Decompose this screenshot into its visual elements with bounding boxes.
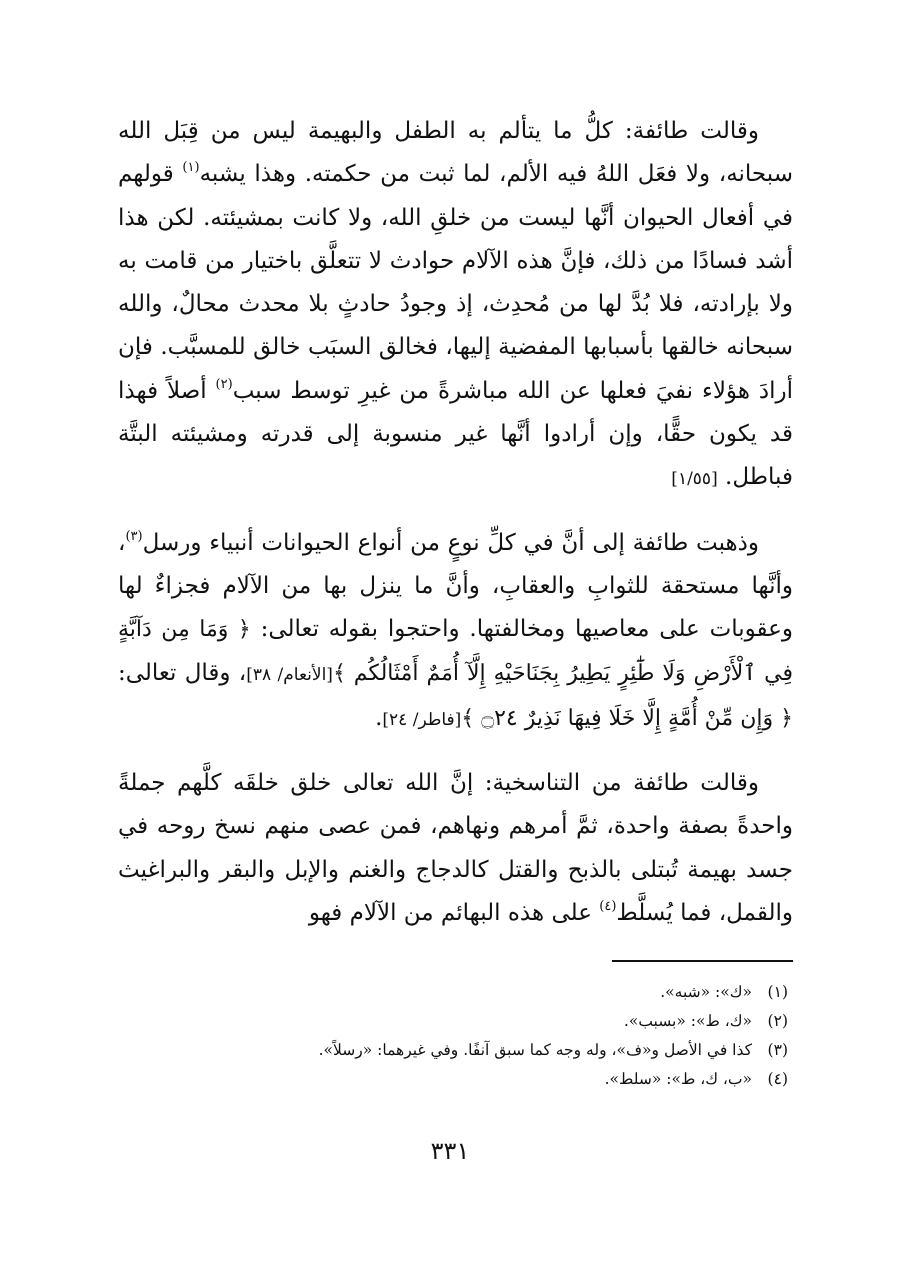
text-run: . — [375, 704, 383, 731]
page-number: ٣٣١ — [430, 1137, 470, 1165]
footnote — [118, 1036, 788, 1065]
main-text — [118, 110, 793, 935]
footnote-text: «ك»: «شبه». — [660, 983, 752, 1001]
text-run: قولهم في أفعال الحيوان أنَّها ليست من خلقِ الله، ولا كانت بمشيئته. لكن هذا أشد فسادًا من ذلك، فإنَّ هذه الآلام حوادث لا تتعلَّق باختيار من قامت به ولا بإرادته، فلا بُدَّ لها من مُحدِث، إذ وجودُ حادثٍ بلا محدث محالٌ، والله سبحانه خالقها بأسبابها المفضية إليها، فخالق السبَب خالق للمسبَّب. فإن أرادَ هؤلاء نفيَ فعلها عن الله مباشرةً من غيرِ توسط سبب — [118, 161, 793, 404]
footnote — [118, 1007, 788, 1036]
quran-verse: ﴿ وَإِن مِّنْ أُمَّةٍ إِلَّا خَلَا فِيهَا نَذِيرٌ ۝٢٤ ﴾ — [461, 705, 793, 731]
text-run: على هذه البهائم من الآلام فهو — [308, 900, 600, 927]
text-run: ، وقال تعالى: — [118, 659, 247, 686]
footnote-text: «ب، ك، ط»: «سلط». — [604, 1070, 752, 1088]
paragraph-1 — [118, 110, 793, 502]
footnote-text: «ك، ط»: «بسبب». — [623, 1012, 752, 1030]
quran-verse: ﴿ وَمَا مِن دَآبَّةٍ فِي ٱلْأَرْضِ وَلَا طَٰٓئِرٍ يَطِيرُ بِجَنَاحَيْهِ إِلَّآ أُمَمٌ أَمْثَالُكُم ﴾ — [118, 617, 793, 686]
footnote-marker: (٤) — [599, 899, 617, 915]
footnotes — [118, 978, 788, 1094]
paragraph-2 — [118, 522, 793, 742]
verse-reference: [فاطر/ ٢٤] — [382, 709, 462, 730]
manuscript-page-mark: [١/٥٥] — [671, 469, 718, 490]
footnote-number: (٣) — [767, 1041, 788, 1059]
text-run: وقالت طائفة من التناسخية: إنَّ الله تعالى خلق خلقَه كلَّهم جملةً واحدةً بصفة واحدة، ثمَّ أمرهم ونهاهم، فمن عصى منهم نسخ روحه في جسد بهيمة تُبتلى بالذبح والقتل كالدجاج والغنم والإبل والبقر والبراغيث والقمل، فما يُسلَّط — [118, 770, 793, 927]
text-run: وقالت طائفة: كلُّ ما يتألم به الطفل والبهيمة ليس من قِبَل الله سبحانه، ولا فعَل اللهُ فيه الألم، لما ثبت من حكمته. وهذا يشبه — [118, 118, 793, 188]
footnote-number: (٢) — [767, 1012, 788, 1030]
footnote — [118, 978, 788, 1007]
text-run: أصلاً فهذا قد يكون حقًّا، وإن أرادوا أنَّها غير منسوبة إلى قدرته ومشيئته البتَّة فباطل. — [118, 377, 793, 491]
text-run: وذهبت طائفة إلى أنَّ في كلِّ نوعٍ من أنواع الحيوانات أنبياء ورسل — [142, 529, 759, 556]
footnote-marker: (٢) — [215, 376, 233, 392]
footnote-marker: (١) — [182, 160, 200, 176]
text-run: ، وأنَّها مستحقة للثوابِ والعقابِ، وأنَّ ما ينزل بها من الآلام فجزاءٌ لها وعقوبات على معاصيها ومخالفتها. واحتجوا بقوله تعالى: — [118, 529, 793, 643]
footnote-number: (٤) — [767, 1070, 788, 1088]
verse-reference: [الأنعام/ ٣٨] — [246, 664, 333, 685]
footnote-divider — [612, 960, 793, 962]
footnote-number: (١) — [767, 983, 788, 1001]
footnote-text: كذا في الأصل و«ف»، وله وجه كما سبق آنفًا. وفي غيرهما: «رسلاً». — [318, 1041, 752, 1059]
footnote — [118, 1065, 788, 1094]
footnote-marker: (٣) — [125, 528, 143, 544]
paragraph-3 — [118, 762, 793, 935]
